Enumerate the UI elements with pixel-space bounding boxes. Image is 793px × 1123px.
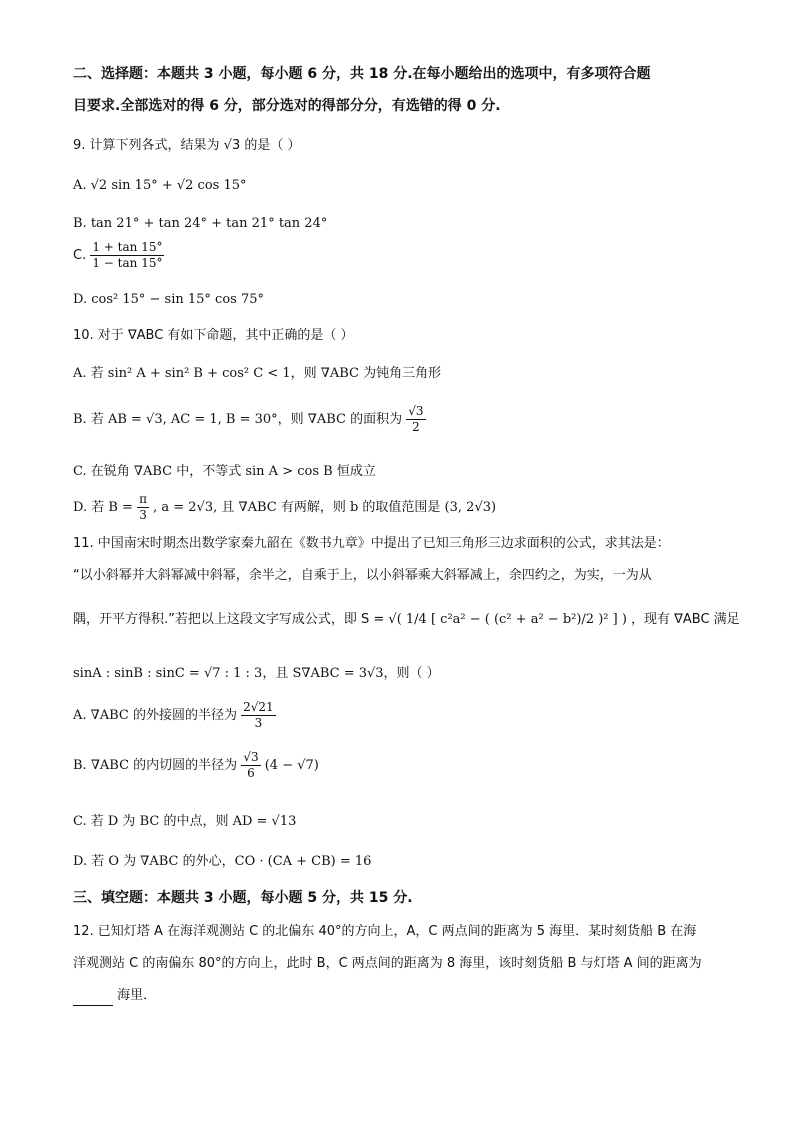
q11-heron-formula: √( 1/4 [ c²a² − ( (c² + a² − b²)/2 )² ] ) (388, 612, 627, 627)
q11-line3-pre: 隅，开平方得积.”若把以上这段文字写成公式，即 S = (73, 612, 385, 627)
q10-option-d-denominator: 3 (139, 508, 147, 522)
q9-stem: 9. 计算下列各式，结果为 √3 的是（ ） (73, 138, 301, 153)
q10-option-d-post: , a = 2√3, 且 ∇ABC 有两解，则 b 的取值范围是 (3, 2√3) (153, 500, 497, 515)
q12-line3-post: 海里． (117, 988, 157, 1003)
q11-option-d: D. 若 O 为 ∇ABC 的外心，CO · (CA + CB) = 16 (73, 854, 372, 869)
q11-line4: sinA : sinB : sinC = √7 : 1 : 3，且 S∇ABC = 3√3，则（ ） (73, 666, 440, 681)
q10-option-b (73, 404, 426, 435)
section2-header-line1: 二、选择题：本题共 3 小题，每小题 6 分，共 18 分.在每小题给出的选项中，有多项符合题 (73, 66, 651, 82)
q10-option-b-numerator: √3 (408, 404, 424, 418)
q9-option-c-label: C. (73, 248, 87, 263)
q11-option-c: C. 若 D 为 BC 的中点，则 AD = √13 (73, 814, 297, 829)
q9-option-c-fraction (90, 240, 164, 271)
q12-line2: 洋观测站 C 的南偏东 80°的方向上，此时 B，C 两点间的距离为 8 海里，该时刻货船 B 与灯塔 A 间的距离为 (73, 956, 702, 971)
q10-option-c: C. 在锐角 ∇ABC 中，不等式 sin A > cos B 恒成立 (73, 464, 376, 479)
q11-line1: 11. 中国南宋时期杰出数学家秦九韶在《数书九章》中提出了已知三角形三边求面积的公式，求其法是： (73, 536, 670, 551)
q12-line1: 12. 已知灯塔 A 在海洋观测站 C 的北偏东 40°的方向上，A，C 两点间的距离为 5 海里．某时刻货船 B 在海 (73, 924, 697, 939)
q10-option-b-fraction (406, 404, 425, 435)
q9-option-c-denominator: 1 − tan 15° (92, 256, 163, 270)
q11-line3 (73, 610, 740, 630)
section2-header-line2: 目要求.全部选对的得 6 分，部分选对的得部分分，有选错的得 0 分. (73, 98, 501, 114)
q11-option-a-numerator: 2√21 (243, 700, 274, 714)
q10-option-b-denominator: 2 (412, 420, 420, 434)
q10-option-d (73, 492, 496, 523)
q11-option-a-denominator: 3 (254, 716, 263, 730)
q12-line3 (73, 986, 156, 1006)
q10-stem: 10. 对于 ∇ABC 有如下命题，其中正确的是（ ） (73, 328, 354, 343)
q9-option-a: A. √2 sin 15° + √2 cos 15° (73, 178, 247, 193)
q11-option-a (73, 700, 276, 731)
q9-option-c (73, 240, 164, 271)
q11-option-b-denominator: 6 (247, 766, 255, 780)
q11-option-b-post: (4 − √7) (264, 758, 319, 773)
q11-line3-post: ，现有 ∇ABC 满足 (631, 612, 740, 627)
q10-option-d-pre: D. 若 B = (73, 500, 133, 515)
section3-header: 三、填空题：本题共 3 小题，每小题 5 分，共 15 分. (73, 890, 413, 906)
q11-option-a-fraction (241, 700, 276, 731)
q12-answer-blank[interactable] (73, 991, 113, 1006)
q10-option-d-fraction (137, 492, 149, 523)
q9-option-b: B. tan 21° + tan 24° + tan 21° tan 24° (73, 216, 328, 231)
q10-option-a: A. 若 sin² A + sin² B + cos² C < 1，则 ∇ABC 为钝角三角形 (73, 366, 442, 381)
q11-option-b-text: B. ∇ABC 的内切圆的半径为 (73, 758, 238, 773)
q9-option-c-numerator: 1 + tan 15° (92, 240, 163, 254)
q10-option-b-text: B. 若 AB = √3, AC = 1, B = 30°，则 ∇ABC 的面积为 (73, 412, 403, 427)
q10-option-d-numerator: π (139, 492, 147, 506)
q11-option-a-text: A. ∇ABC 的外接圆的半径为 (73, 708, 237, 723)
q11-option-b (73, 750, 319, 781)
q11-option-b-fraction (241, 750, 260, 781)
q9-option-d: D. cos² 15° − sin 15° cos 75° (73, 292, 265, 307)
q11-option-b-numerator: √3 (243, 750, 259, 764)
q11-line2: “以小斜幂并大斜幂减中斜幂，余半之，自乘于上，以小斜幂乘大斜幂减上，余四约之，为实，一为从 (73, 568, 652, 583)
